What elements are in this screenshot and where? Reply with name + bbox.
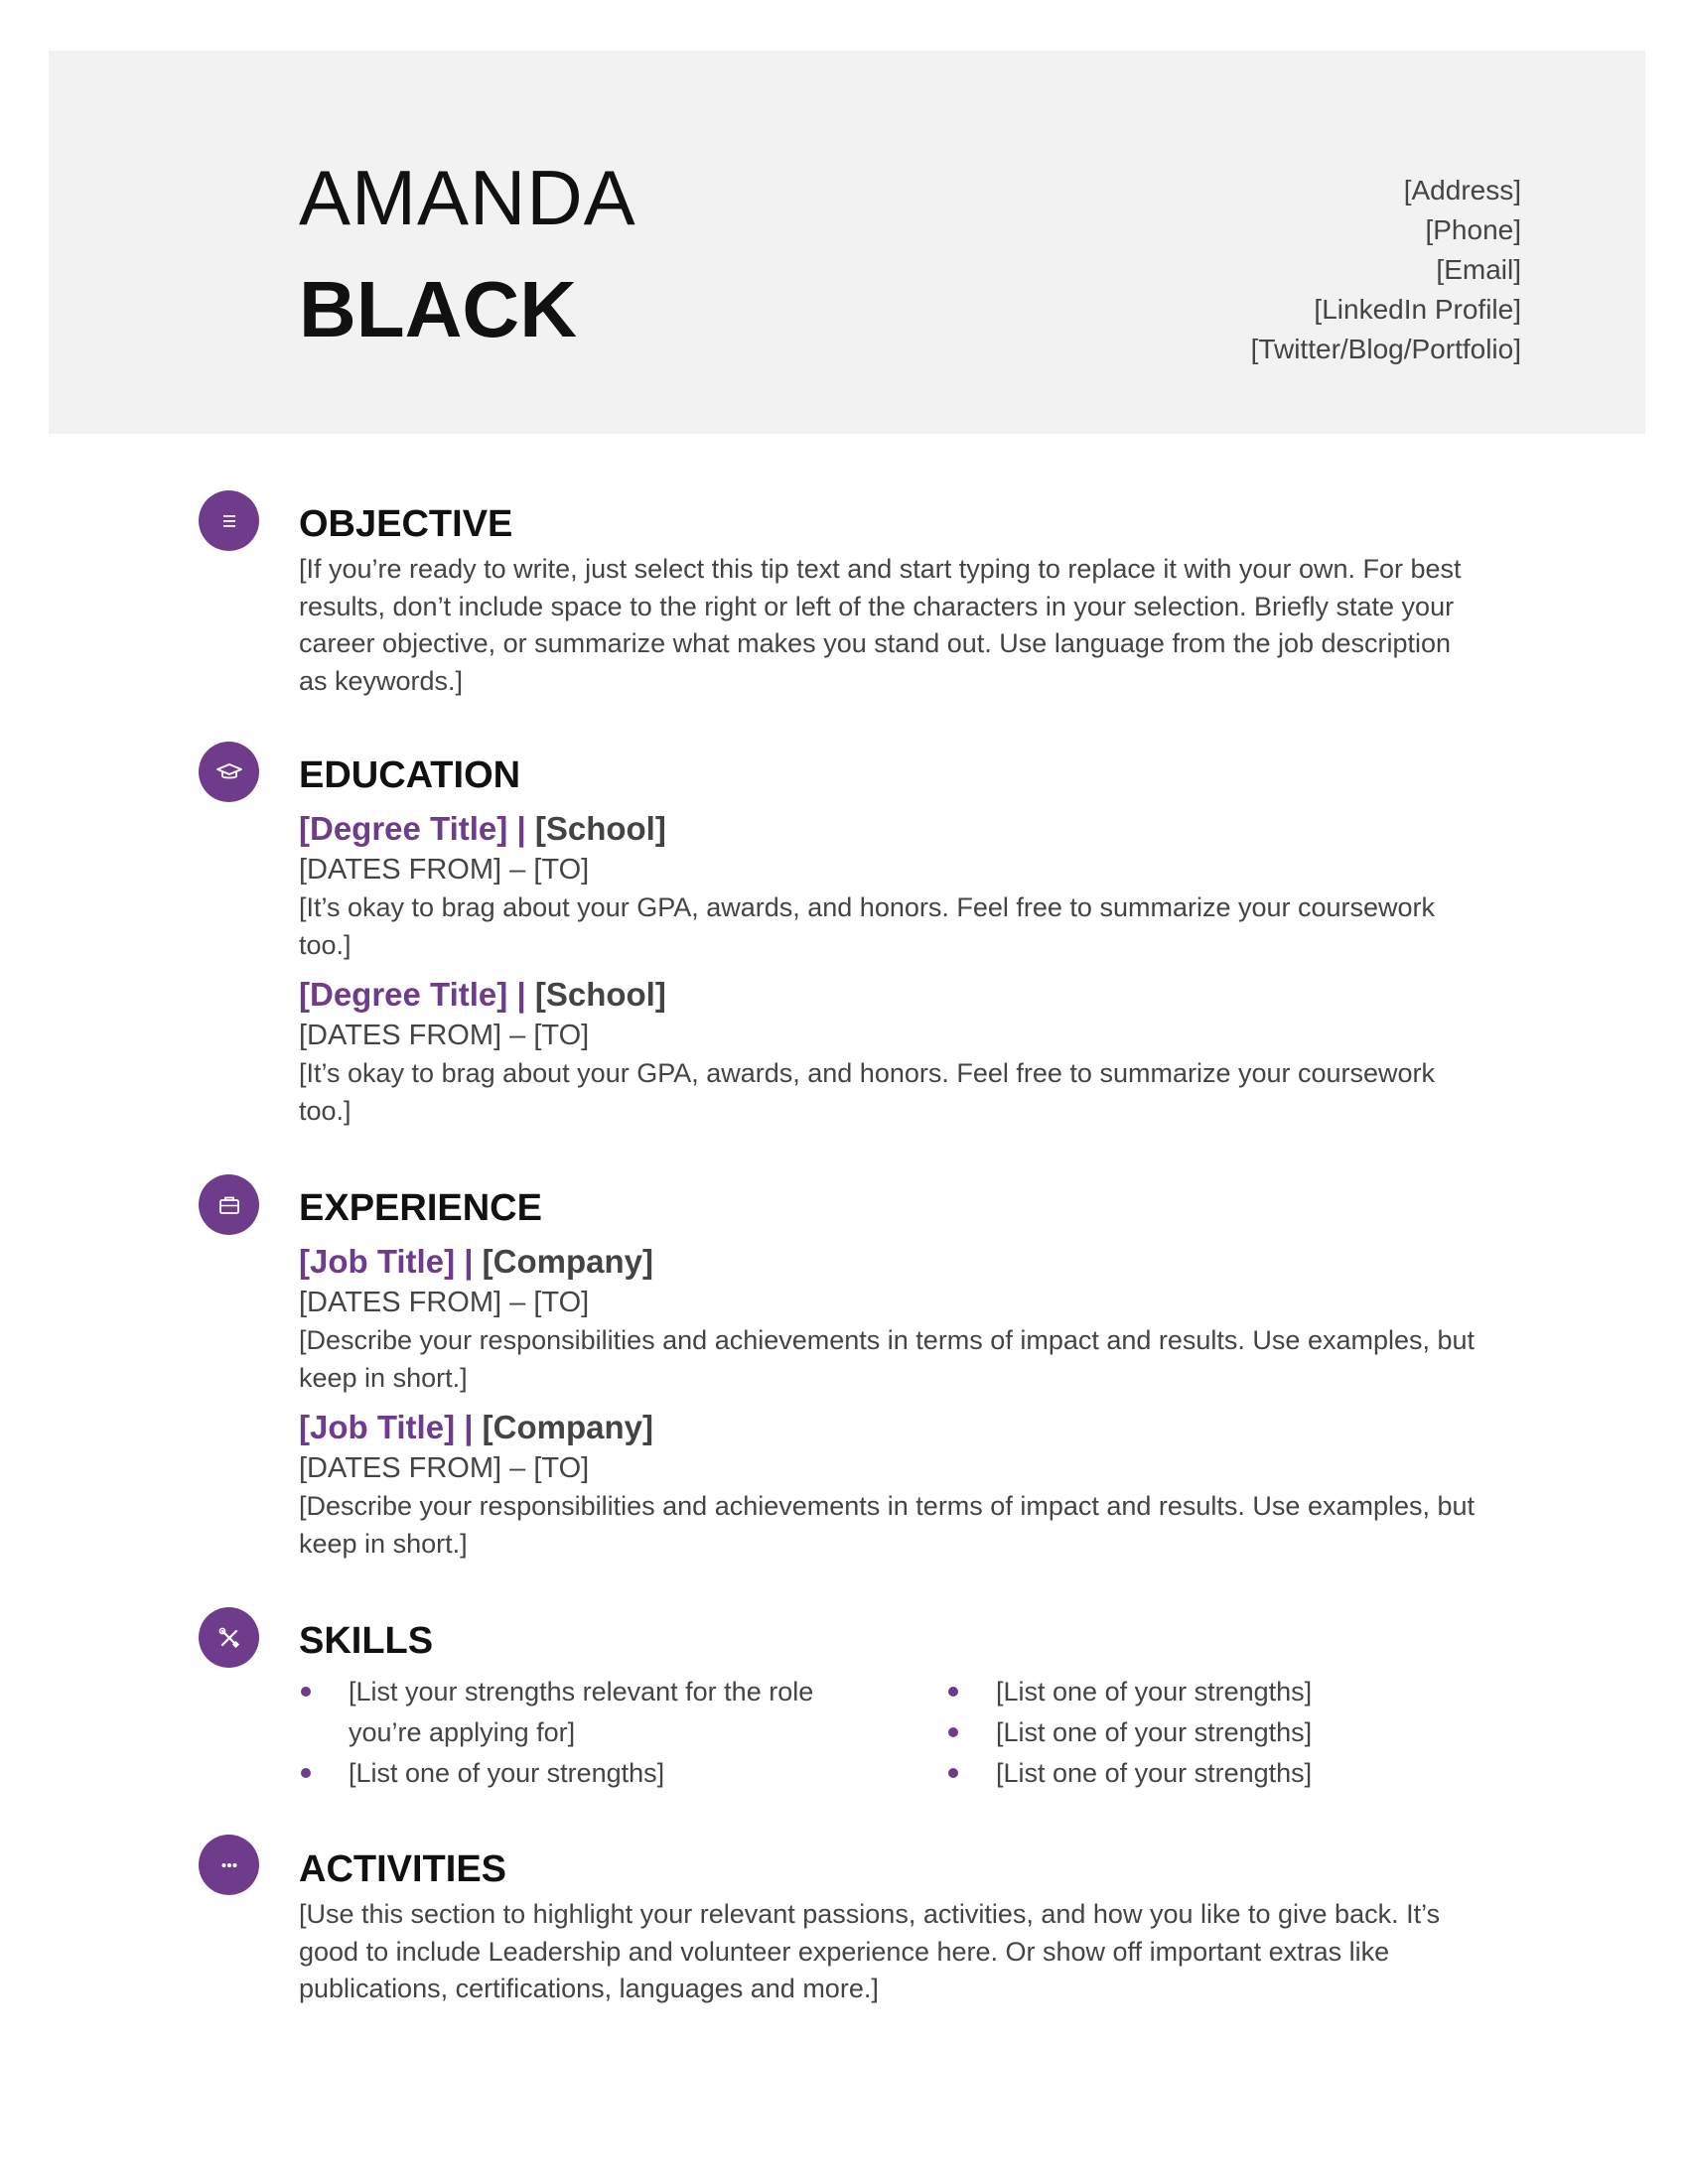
job-title: [Job Title]	[299, 1409, 456, 1445]
graduation-cap-icon	[199, 742, 259, 802]
company-name: [Company]	[482, 1409, 653, 1445]
skills-list-left	[299, 1672, 855, 1794]
bullet	[301, 1687, 311, 1697]
contact-portfolio: [Twitter/Blog/Portfolio]	[1250, 334, 1521, 364]
entry-dates: [DATES FROM] – [TO]	[299, 1452, 590, 1484]
entry-description: [It’s okay to brag about your GPA, awards, and honors. Feel free to summarize your coursework too.]	[299, 1058, 1436, 1126]
entry-description: [It’s okay to brag about your GPA, awards, and honors. Feel free to summarize your coursework too.]	[299, 892, 1436, 960]
bullet	[301, 1768, 311, 1778]
skill-item	[946, 1753, 1502, 1794]
degree-title: [Degree Title]	[299, 810, 508, 847]
tools-icon	[199, 1607, 259, 1668]
school-name: [School]	[534, 810, 666, 847]
skill-item	[299, 1672, 855, 1753]
contact-address: [Address]	[1403, 175, 1521, 205]
activities-title: ACTIVITIES	[299, 1848, 507, 1890]
contact-info	[1251, 171, 1521, 369]
separator: |	[464, 1409, 474, 1445]
skill-text: [List one of your strengths]	[349, 1758, 665, 1788]
entry-heading	[299, 974, 1490, 1016]
bullet	[948, 1727, 958, 1737]
activities-text: [Use this section to highlight your relevant passions, activities, and how you like to give back. It’s good to include Leadership and volunteer experience here. Or show off important extras like publications, certifications, languages and more.]	[299, 1899, 1441, 2003]
objective-section	[299, 501, 1490, 700]
experience-entry	[299, 1407, 1490, 1563]
skill-item	[946, 1712, 1502, 1753]
briefcase-icon	[199, 1174, 259, 1235]
skill-item	[946, 1672, 1502, 1712]
contact-phone: [Phone]	[1425, 214, 1521, 245]
experience-title: EXPERIENCE	[299, 1187, 542, 1229]
list-icon	[199, 490, 259, 551]
education-entry	[299, 808, 1490, 964]
job-title: [Job Title]	[299, 1243, 456, 1280]
first-name: AMANDA	[299, 154, 636, 241]
separator: |	[516, 810, 526, 847]
bullet	[948, 1687, 958, 1697]
bullet	[948, 1768, 958, 1778]
education-section	[299, 752, 1490, 1130]
skill-text: [List your strengths relevant for the role you’re applying for]	[349, 1677, 814, 1747]
skills-title: SKILLS	[299, 1620, 434, 1662]
contact-email: [Email]	[1436, 254, 1521, 285]
objective-text: [If you’re ready to write, just select this tip text and start typing to replace it with your own. For best results, don’t include space to the right or left of the characters in your selection. Briefly state your career objective, or summarize what makes you stand out. Use language from the job description as keywords.]	[299, 554, 1462, 696]
experience-section	[299, 1185, 1490, 1563]
education-entry	[299, 974, 1490, 1130]
entry-dates: [DATES FROM] – [TO]	[299, 854, 590, 886]
entry-description: [Describe your responsibilities and achievements in terms of impact and results. Use examples, but keep in short.]	[299, 1325, 1476, 1393]
skills-list-right	[946, 1672, 1502, 1794]
skill-text: [List one of your strengths]	[996, 1758, 1313, 1788]
entry-dates: [DATES FROM] – [TO]	[299, 1287, 590, 1318]
contact-linkedin: [LinkedIn Profile]	[1314, 294, 1521, 325]
experience-entry	[299, 1241, 1490, 1397]
entry-dates: [DATES FROM] – [TO]	[299, 1020, 590, 1051]
skill-item	[299, 1753, 855, 1794]
objective-title: OBJECTIVE	[299, 503, 513, 545]
last-name: BLACK	[299, 265, 577, 353]
entry-description: [Describe your responsibilities and achievements in terms of impact and results. Use examples, but keep in short.]	[299, 1491, 1476, 1559]
skill-text: [List one of your strengths]	[996, 1677, 1313, 1706]
separator: |	[516, 976, 526, 1013]
activities-section	[299, 1846, 1490, 2008]
entry-heading	[299, 1407, 1490, 1448]
education-title: EDUCATION	[299, 754, 521, 796]
degree-title: [Degree Title]	[299, 976, 508, 1013]
skill-text: [List one of your strengths]	[996, 1717, 1313, 1747]
more-icon	[199, 1835, 259, 1895]
entry-heading	[299, 808, 1490, 850]
skills-section	[299, 1618, 1490, 1664]
entry-heading	[299, 1241, 1490, 1283]
school-name: [School]	[534, 976, 666, 1013]
company-name: [Company]	[482, 1243, 653, 1280]
separator: |	[464, 1243, 474, 1280]
